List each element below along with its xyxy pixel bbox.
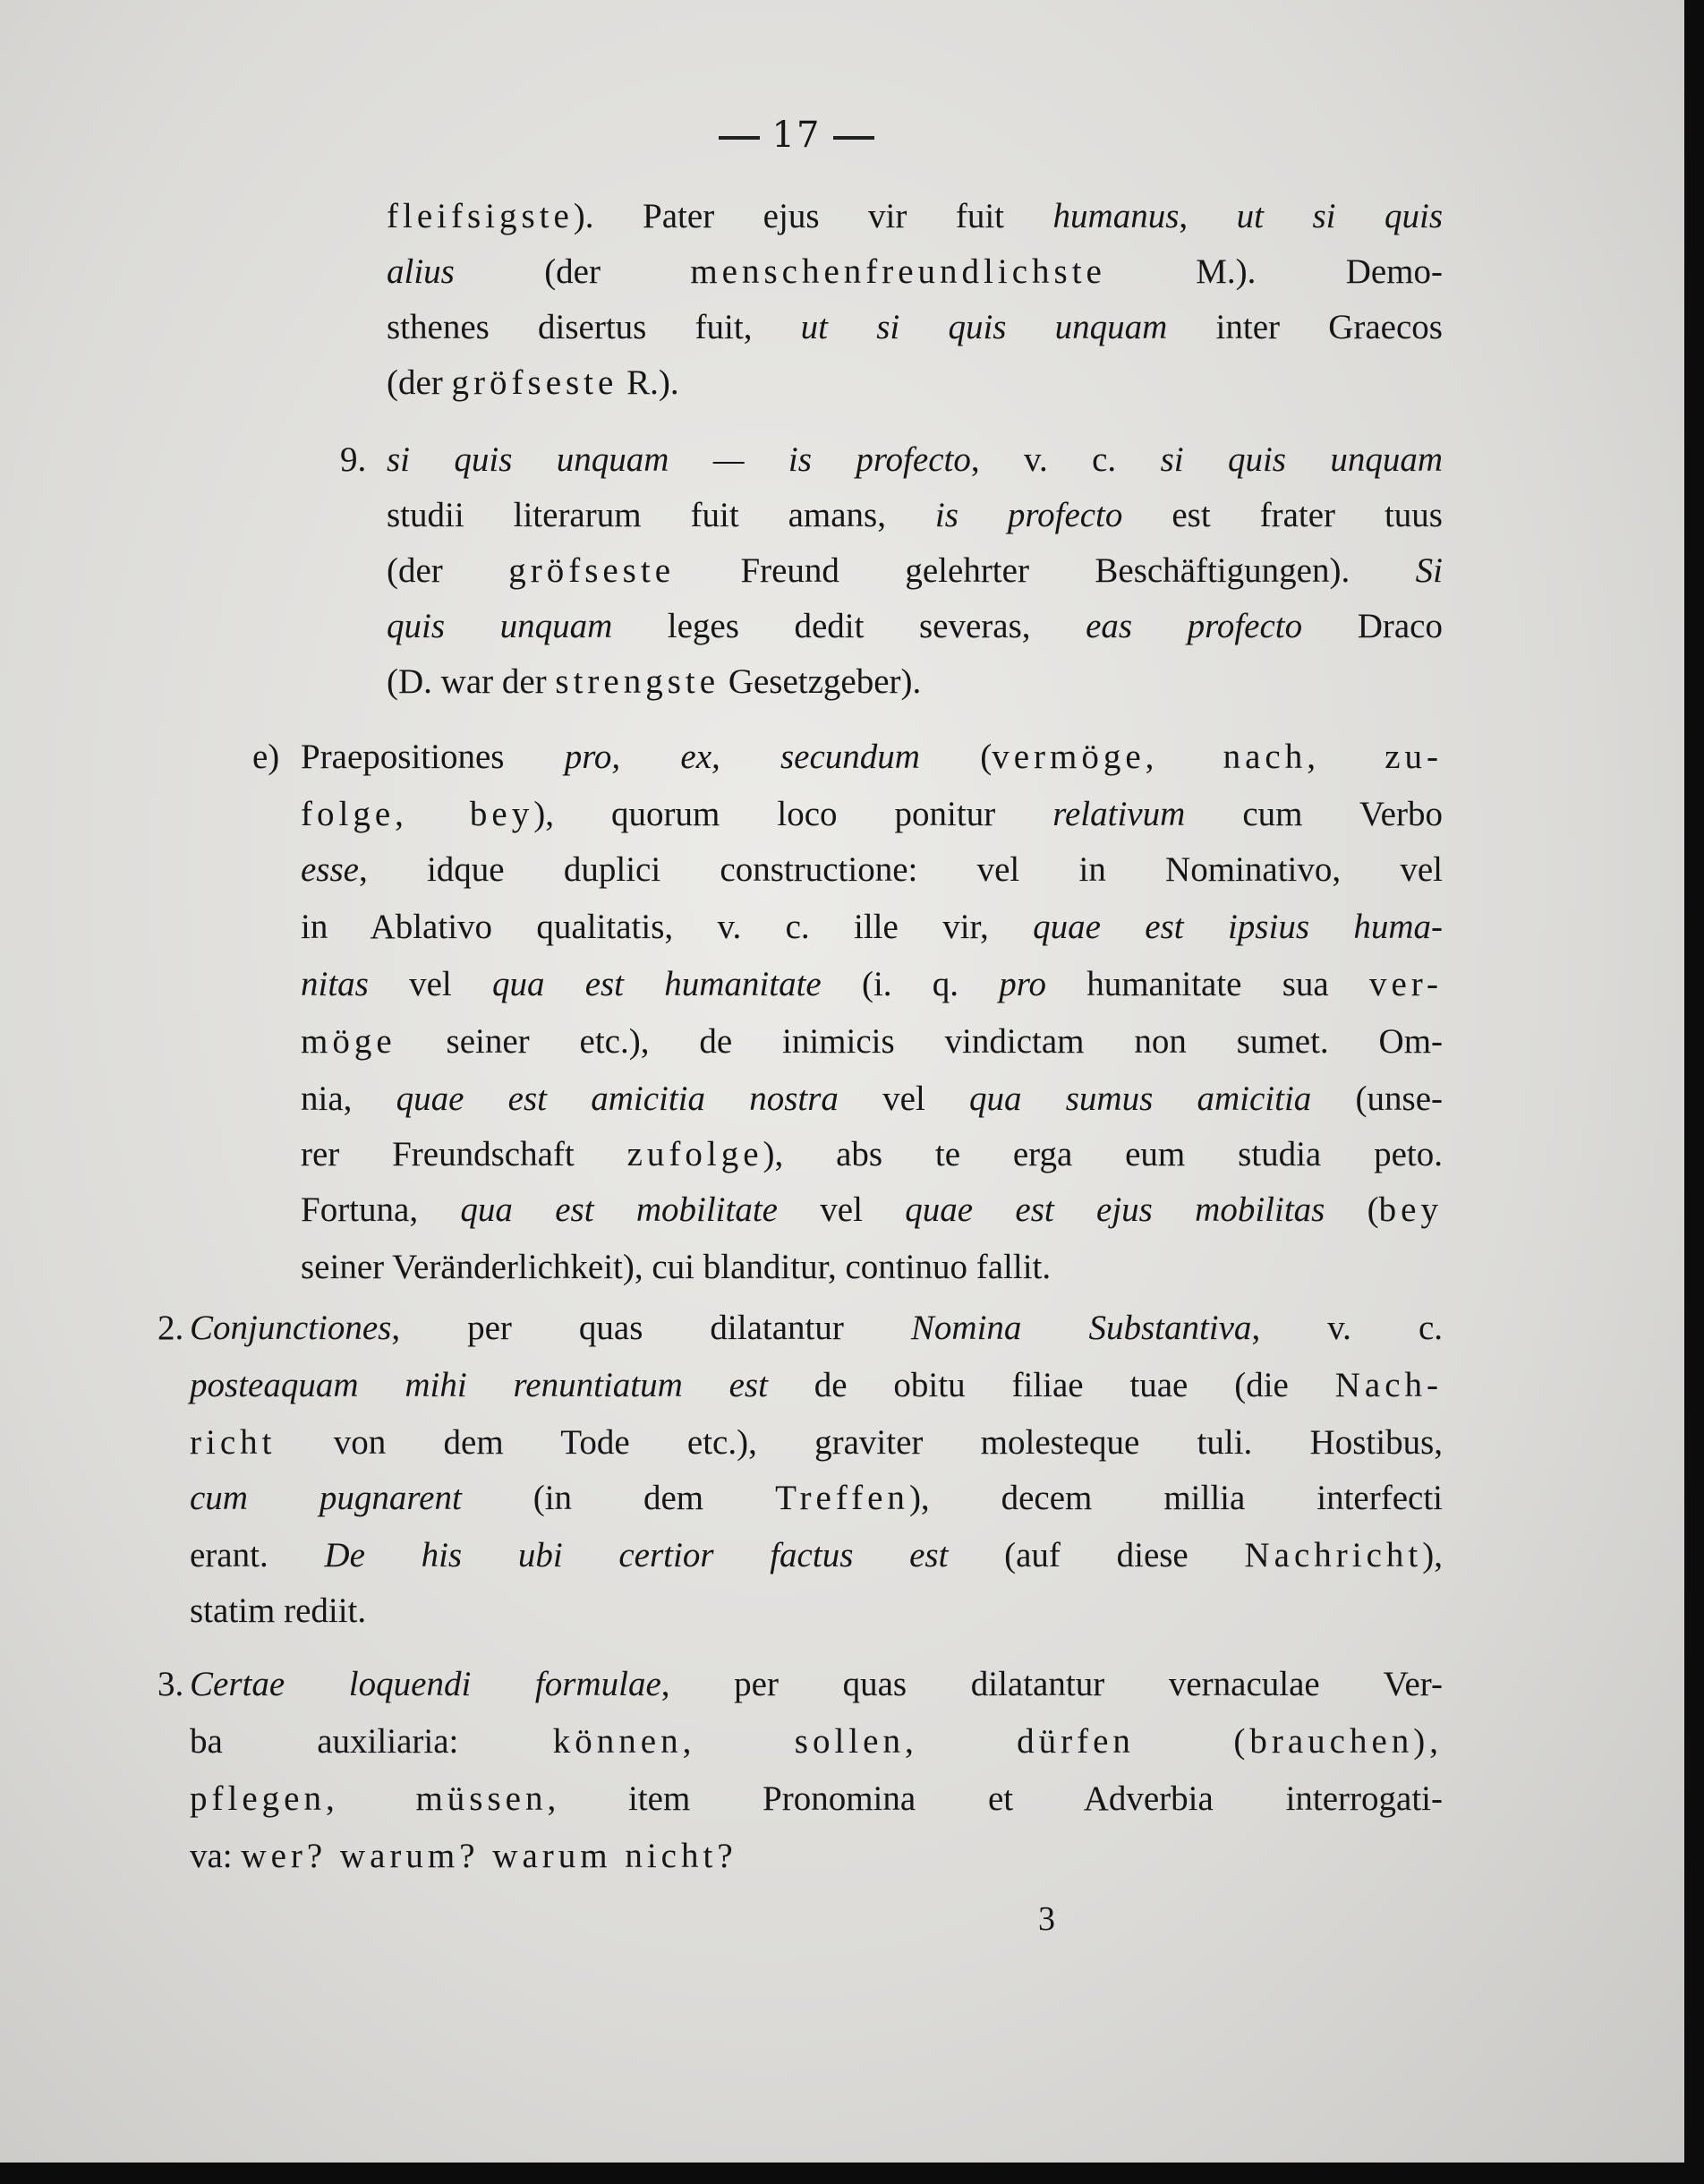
text-run: Freund gelehrter Beschäftigungen). xyxy=(675,551,1416,590)
text-run: von dem Tode etc.), graviter molesteque tuli. Hostibus, xyxy=(276,1423,1443,1462)
italic-text: pro xyxy=(999,965,1046,1003)
text-line xyxy=(190,1538,1443,1573)
text-run: rer Freundschaft xyxy=(301,1135,627,1173)
text-run: M.). Demo- xyxy=(1105,252,1444,291)
text-line xyxy=(387,609,1443,644)
left-dash xyxy=(719,136,760,140)
spaced-emphasis-text: wer? warum? warum nicht? xyxy=(241,1837,737,1875)
text-run: erant. xyxy=(190,1536,325,1574)
text-run: R.). xyxy=(618,363,679,402)
italic-text: quae est ejus mobilitas xyxy=(905,1190,1325,1229)
text-run: (i. q. xyxy=(821,965,1000,1003)
italic-text: humanus xyxy=(1052,197,1180,235)
spaced-emphasis-text: richt xyxy=(190,1423,277,1462)
italic-text: is profecto xyxy=(934,496,1123,534)
text-run: , v. c. xyxy=(1251,1309,1444,1347)
spaced-emphasis-text: menschenfreundlichste xyxy=(690,252,1106,291)
spaced-emphasis-text: Nach- xyxy=(1334,1366,1443,1404)
italic-text: si quis unquam xyxy=(1160,440,1444,479)
text-run: nia, xyxy=(301,1079,396,1118)
scan-edge-bottom xyxy=(0,2163,1704,2184)
paragraph-marker: e) xyxy=(252,738,280,776)
text-line xyxy=(190,1368,1443,1403)
spaced-emphasis-text: Nachricht xyxy=(1244,1536,1423,1574)
text-run: va: xyxy=(190,1837,242,1875)
text-run: ), quorum loco ponitur xyxy=(533,795,1053,833)
italic-text: De his ubi certior factus est xyxy=(324,1536,949,1574)
text-line xyxy=(190,1781,1443,1816)
paragraph-marker: 9. xyxy=(340,440,367,479)
text-line xyxy=(387,553,1443,588)
text-line xyxy=(301,1137,1443,1172)
italic-text: quis unquam xyxy=(387,607,613,645)
italic-text: quae est amicitia nostra xyxy=(396,1079,839,1118)
paragraph-marker: 3. xyxy=(158,1665,184,1703)
text-run: Draco xyxy=(1302,607,1443,645)
text-run: humanitate sua xyxy=(1045,965,1369,1003)
text-run: (der xyxy=(454,252,691,291)
text-run: ). Pater ejus vir fuit xyxy=(573,197,1053,235)
text-run: (in dem xyxy=(461,1479,776,1517)
text-run: est frater tuus xyxy=(1122,496,1443,534)
spaced-emphasis-text: gröfseste xyxy=(451,363,618,402)
text-run: (auf diese xyxy=(948,1536,1245,1574)
text-run: seiner Veränderlichkeit), cui blanditur, continuo fallit. xyxy=(301,1248,1052,1286)
signature-mark: 3 xyxy=(1038,1900,1055,1938)
italic-text: si quis unquam — is profecto xyxy=(387,440,971,479)
text-run: cum Verbo xyxy=(1185,795,1443,833)
text-line xyxy=(387,498,1443,533)
italic-text: nitas xyxy=(301,965,369,1003)
text-run: , per quas dilatantur xyxy=(391,1309,911,1347)
scan-edge-right xyxy=(1684,0,1704,2184)
text-line xyxy=(301,1192,1443,1227)
text-line xyxy=(190,1425,1443,1460)
text-run: vel xyxy=(368,965,492,1003)
text-line xyxy=(301,909,1443,944)
italic-text: qua sumus amicitia xyxy=(969,1079,1312,1118)
text-run: Fortuna, xyxy=(301,1190,461,1229)
text-line xyxy=(387,254,1443,289)
italic-text: Certae loquendi formulae xyxy=(190,1665,661,1703)
text-run: seiner etc.), de inimicis vindictam non sumet. Om- xyxy=(396,1022,1444,1061)
text-run: Praepositiones xyxy=(301,738,565,776)
text-line xyxy=(190,1480,1443,1515)
page-number-header xyxy=(680,115,913,156)
right-dash xyxy=(833,136,874,140)
text-line xyxy=(301,1024,1443,1059)
text-line xyxy=(301,1250,1051,1284)
italic-text: Conjunctiones xyxy=(190,1309,392,1347)
text-line xyxy=(301,852,1443,887)
text-line xyxy=(387,664,921,699)
spaced-emphasis-text: zufolge xyxy=(626,1135,763,1173)
text-run: Gesetzgeber). xyxy=(720,662,922,701)
text-run: (unse- xyxy=(1311,1079,1443,1118)
text-run: , item Pronomina et Adverbia interrogati- xyxy=(547,1779,1444,1818)
text-line xyxy=(190,1310,1443,1345)
text-run: ), abs te erga eum studia peto. xyxy=(763,1135,1443,1173)
text-run: , xyxy=(1179,197,1237,235)
text-line xyxy=(387,365,679,400)
italic-text: qua est humanitate xyxy=(491,965,822,1003)
text-run: in Ablativo qualitatis, v. c. ille vir, xyxy=(301,908,1034,946)
text-run: ( xyxy=(919,738,993,776)
italic-text: eas profecto xyxy=(1086,607,1303,645)
text-run: , idque duplici constructione: vel in Nominativo, vel xyxy=(358,850,1444,889)
text-run: vel xyxy=(778,1190,906,1229)
spaced-emphasis-text: ver- xyxy=(1368,965,1443,1003)
text-line xyxy=(190,1724,1443,1759)
italic-text: relativum xyxy=(1052,795,1186,833)
spaced-emphasis-text: möge xyxy=(301,1022,396,1061)
text-run: , per quas dilatantur vernaculae Ver- xyxy=(660,1665,1443,1703)
spaced-emphasis-text: Treffen xyxy=(775,1479,909,1517)
italic-text: esse xyxy=(301,850,359,889)
text-run: leges dedit severas, xyxy=(612,607,1086,645)
spaced-emphasis-text: können, sollen, dürfen (brauchen), xyxy=(552,1722,1444,1761)
text-line xyxy=(190,1838,737,1873)
text-run: ), decem millia interfecti xyxy=(908,1479,1443,1517)
italic-text: quae est ipsius huma- xyxy=(1033,908,1444,946)
italic-text: ut si quis xyxy=(1236,197,1444,235)
spaced-emphasis-text: fleifsigste xyxy=(387,197,574,235)
italic-text: pro, ex, secundum xyxy=(564,738,920,776)
text-run: vel xyxy=(838,1079,970,1118)
italic-text: Si xyxy=(1415,551,1443,590)
text-line xyxy=(387,310,1443,345)
text-run: (D. war der xyxy=(387,662,556,701)
italic-text: ut si quis unquam xyxy=(800,308,1168,346)
text-run: (der xyxy=(387,363,452,402)
italic-text: qua est mobilitate xyxy=(460,1190,778,1229)
text-line xyxy=(190,1667,1443,1702)
italic-text: Nomina Substantiva xyxy=(910,1309,1252,1347)
text-run: ), xyxy=(1422,1536,1443,1574)
text-run: ba auxiliaria: xyxy=(190,1722,553,1761)
text-line xyxy=(387,199,1443,234)
text-line xyxy=(190,1593,366,1628)
text-line xyxy=(301,1081,1443,1116)
text-run: , v. c. xyxy=(970,440,1161,479)
text-run: de obitu filiae tuae (die xyxy=(767,1366,1335,1404)
text-run: inter Graecos xyxy=(1167,308,1443,346)
text-line xyxy=(387,442,1443,477)
italic-text: posteaquam mihi renuntiatum est xyxy=(190,1366,768,1404)
text-line xyxy=(301,797,1443,832)
spaced-emphasis-text: gröfseste xyxy=(508,551,676,590)
text-line xyxy=(301,967,1443,1002)
text-run: ( xyxy=(1325,1190,1379,1229)
spaced-emphasis-text: strengste xyxy=(555,662,720,701)
spaced-emphasis-text: pflegen, müssen xyxy=(190,1779,548,1818)
text-run: studii literarum fuit amans, xyxy=(387,496,935,534)
text-run: statim rediit. xyxy=(190,1591,367,1630)
text-line xyxy=(301,739,1443,774)
page-number: 17 xyxy=(771,115,822,156)
text-run: sthenes disertus fuit, xyxy=(387,308,801,346)
text-run: (der xyxy=(387,551,509,590)
italic-text: cum pugnarent xyxy=(190,1479,462,1517)
spaced-emphasis-text: folge, bey xyxy=(301,795,534,833)
spaced-emphasis-text: bey xyxy=(1378,1190,1443,1229)
spaced-emphasis-text: vermöge, nach, zu- xyxy=(992,738,1443,776)
paragraph-marker: 2. xyxy=(158,1309,184,1347)
italic-text: alius xyxy=(387,252,455,291)
